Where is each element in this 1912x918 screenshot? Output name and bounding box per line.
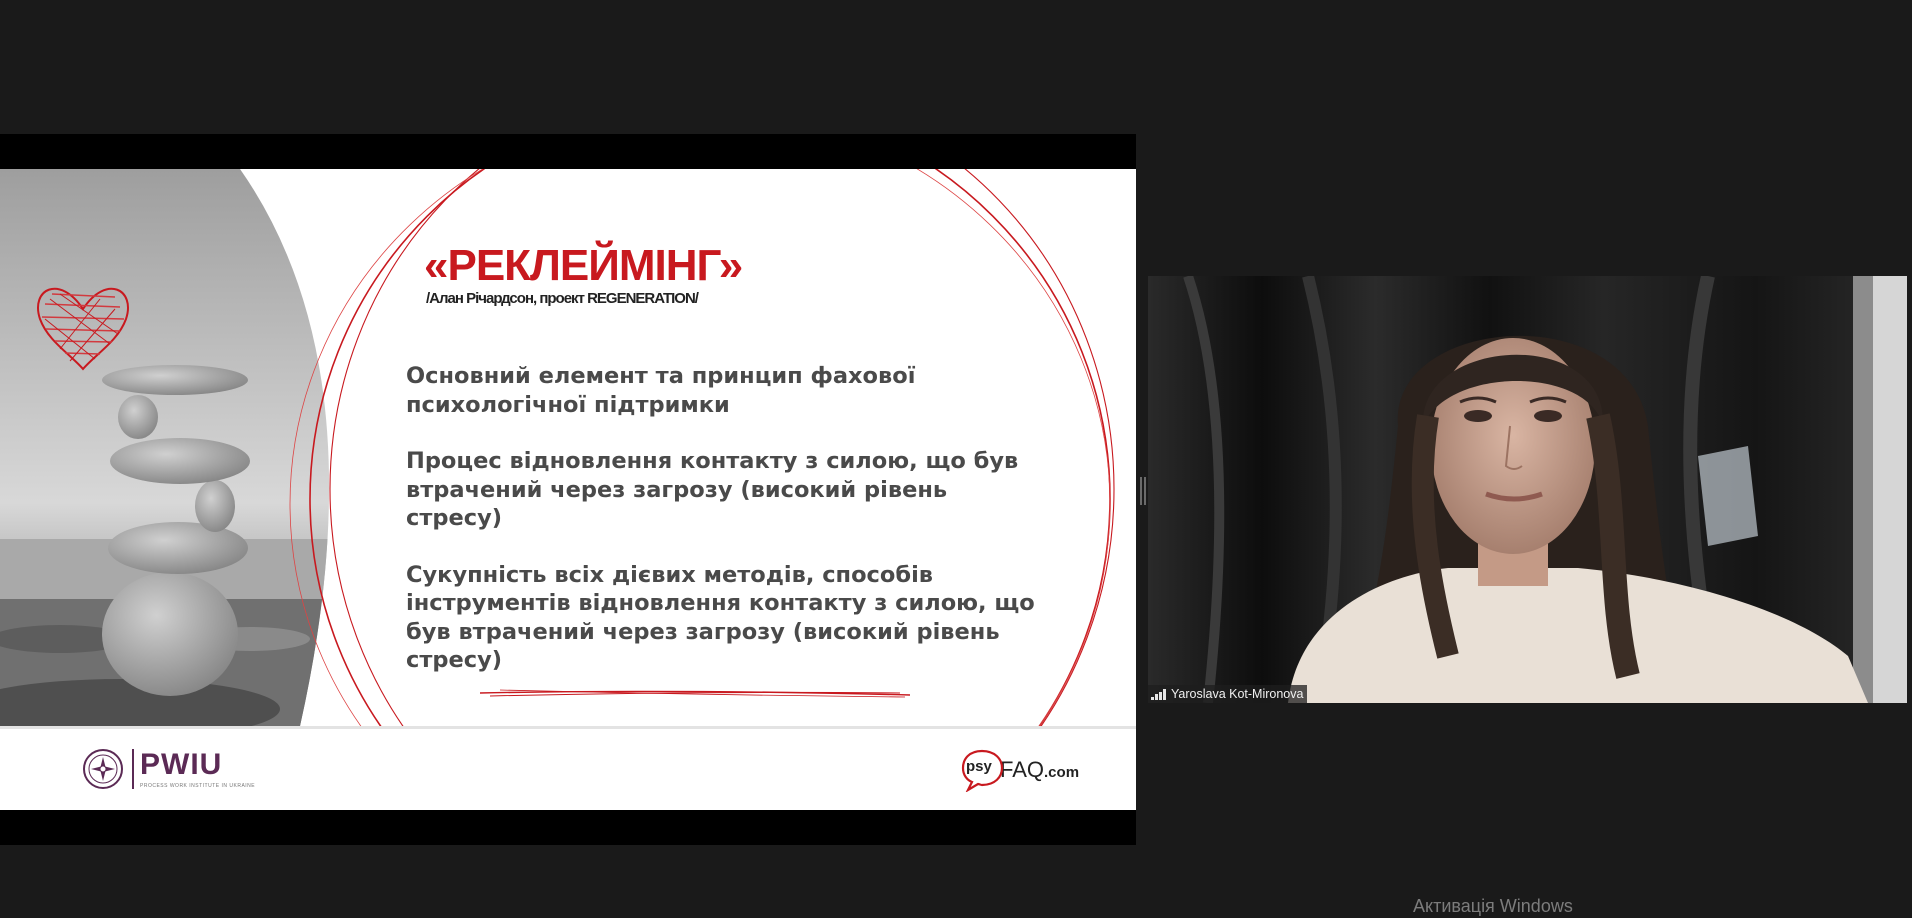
windows-activation-watermark: Активація Windows — [1413, 896, 1573, 916]
splitter-grip — [1140, 477, 1142, 505]
slide-content-area — [0, 169, 1136, 726]
slide-paragraph: Основний елемент та принцип фахової психологічної підтримки — [406, 363, 916, 418]
psyfaq-logo — [960, 745, 1079, 795]
slide-body — [406, 362, 1046, 703]
faq-name — [1000, 757, 1079, 783]
participant-video[interactable] — [1148, 276, 1907, 703]
slide-title: «РЕКЛЕЙМІНГ» — [424, 241, 743, 290]
presentation-slide — [0, 169, 1136, 810]
participant-name-tag — [1148, 685, 1307, 703]
splitter-handle[interactable] — [1140, 477, 1146, 505]
pwiu-name: PWIU — [140, 747, 223, 781]
participant-name: Yaroslava Kot-Mironova — [1171, 687, 1304, 701]
speech-bubble-icon — [960, 748, 1006, 792]
splitter-grip — [1144, 477, 1146, 505]
pwiu-full-name: PROCESS WORK INSTITUTE IN UKRAINE — [140, 782, 256, 789]
pwiu-emblem-icon — [82, 748, 124, 790]
shared-screen[interactable] — [0, 134, 1136, 845]
slide-footer — [0, 726, 1136, 810]
psy-prefix: psy — [966, 758, 992, 775]
signal-bars-icon — [1151, 689, 1166, 700]
slide-paragraph: Сукупність всіх дієвих методів, способів інструментів відновлення контакту з силою, що був втрачений через загрозу (високий рівень стресу) — [406, 561, 1035, 673]
pwiu-logo — [82, 745, 255, 793]
participant-video-feed — [1148, 276, 1907, 703]
slide-paragraph: Процес відновлення контакту з силою, що був втрачений через загрозу (високий рівень стресу) — [406, 448, 1019, 531]
dot-com-text: .com — [1044, 764, 1080, 781]
stacked-stones-image — [0, 169, 370, 726]
faq-text: FAQ — [1000, 757, 1045, 782]
logo-divider — [132, 749, 134, 789]
slide-subtitle: /Алан Річардсон, проект REGENERATION/ — [426, 290, 698, 307]
